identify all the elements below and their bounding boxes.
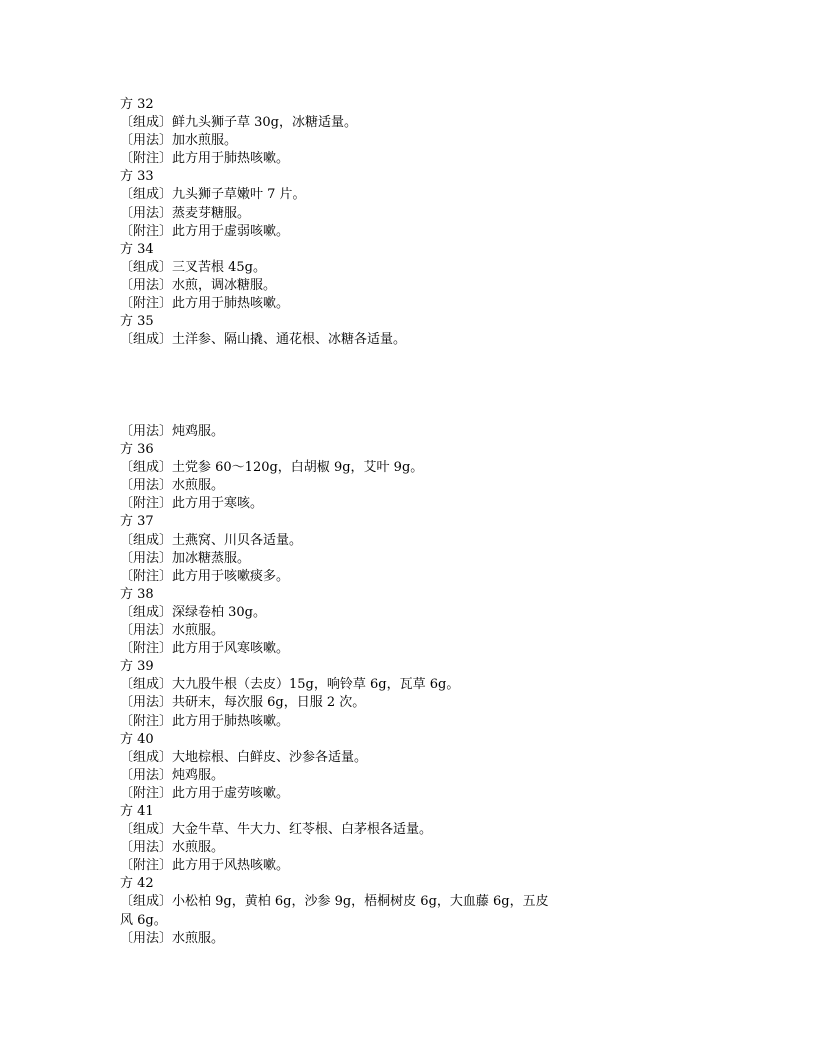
text-block-bottom	[120, 423, 580, 948]
composition-line: 〔组成〕深绿卷柏 30g。	[120, 604, 266, 620]
composition-line: 〔组成〕小松柏 9g，黄柏 6g，沙参 9g，梧桐树皮 6g，大血藤 6g，五皮	[120, 894, 549, 910]
note-line: 〔附注〕此方用于肺热咳嗽。	[120, 296, 290, 312]
usage-line: 〔用法〕炖鸡服。	[120, 424, 225, 439]
usage-line: 〔用法〕水煎服。	[120, 930, 225, 946]
usage-line: 〔用法〕共研末，每次服 6g，日服 2 次。	[120, 695, 366, 711]
note-line: 〔附注〕此方用于寒咳。	[120, 496, 264, 512]
usage-line: 〔用法〕水煎服。	[120, 840, 225, 856]
composition-line-continued: 风 6g。	[120, 912, 167, 928]
note-line: 〔附注〕此方用于虚劳咳嗽。	[120, 785, 290, 801]
composition-line: 〔组成〕大地棕根、白鲜皮、沙参各适量。	[120, 749, 368, 765]
composition-line: 〔组成〕九头狮子草嫩叶 7 片。	[120, 187, 306, 203]
composition-line: 〔组成〕三叉苦根 45g。	[120, 259, 266, 275]
recipe-heading: 方 32	[120, 97, 154, 112]
recipe-heading: 方 38	[120, 586, 154, 602]
recipe-heading: 方 41	[120, 803, 154, 819]
note-line: 〔附注〕此方用于肺热咳嗽。	[120, 713, 290, 729]
usage-line: 〔用法〕水煎服。	[120, 623, 225, 639]
usage-line: 〔用法〕水煎，调冰糖服。	[120, 277, 277, 293]
composition-line: 〔组成〕土燕窝、川贝各适量。	[120, 532, 303, 548]
note-line: 〔附注〕此方用于虚弱咳嗽。	[120, 223, 290, 239]
composition-line: 〔组成〕土党参 60～120g，白胡椒 9g，艾叶 9g。	[120, 460, 424, 476]
note-line: 〔附注〕此方用于咳嗽痰多。	[120, 568, 290, 584]
text-block-top	[120, 96, 580, 349]
usage-line: 〔用法〕加冰糖蒸服。	[120, 550, 251, 566]
recipe-heading: 方 34	[120, 241, 154, 257]
composition-line: 〔组成〕大九股牛根（去皮）15g，响铃草 6g，瓦草 6g。	[120, 677, 460, 693]
composition-line: 〔组成〕大金牛草、牛大力、红苓根、白茅根各适量。	[120, 822, 433, 838]
composition-line: 〔组成〕土洋参、隔山撬、通花根、冰糖各适量。	[120, 332, 407, 348]
composition-line: 〔组成〕鲜九头狮子草 30g，冰糖适量。	[120, 115, 357, 131]
usage-line: 〔用法〕水煎服。	[120, 478, 225, 494]
usage-line: 〔用法〕炖鸡服。	[120, 767, 225, 783]
recipe-heading: 方 35	[120, 314, 154, 330]
note-line: 〔附注〕此方用于肺热咳嗽。	[120, 151, 290, 167]
note-line: 〔附注〕此方用于风热咳嗽。	[120, 858, 290, 874]
usage-line: 〔用法〕蒸麦芽糖服。	[120, 205, 251, 221]
recipe-heading: 方 37	[120, 514, 154, 530]
note-line: 〔附注〕此方用于风寒咳嗽。	[120, 641, 290, 657]
recipe-heading: 方 39	[120, 659, 154, 675]
usage-line: 〔用法〕加水煎服。	[120, 133, 238, 149]
recipe-heading: 方 40	[120, 731, 154, 747]
recipe-heading: 方 36	[120, 442, 154, 458]
recipe-heading: 方 33	[120, 169, 154, 185]
recipe-heading: 方 42	[120, 876, 154, 892]
